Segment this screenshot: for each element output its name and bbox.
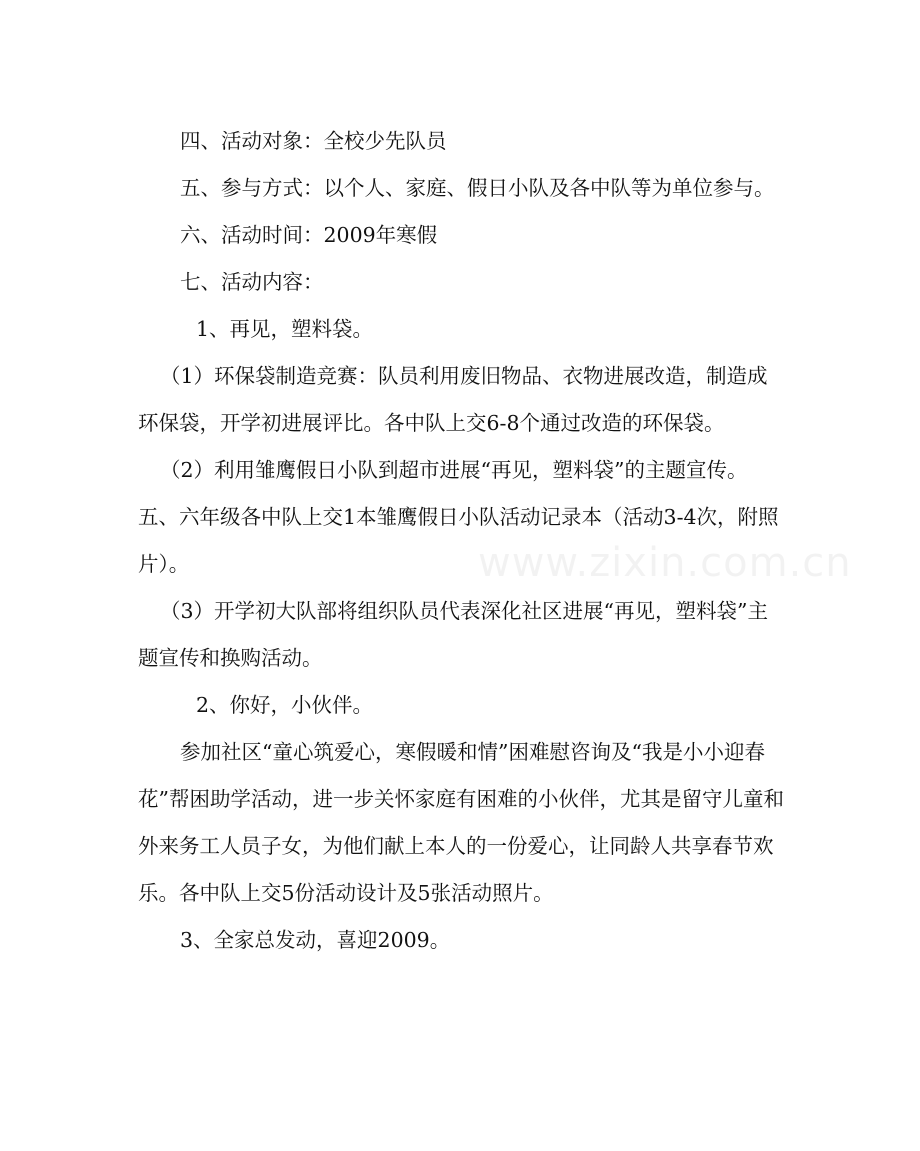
document-body bbox=[138, 118, 788, 964]
paragraph-item-1-2: （2）利用雏鹰假日小队到超市进展“再见，塑料袋”的主题宣传。五、六年级各中队上交1本雏鹰假日小队活动记录本（活动3-4次，附照片）。 bbox=[138, 458, 779, 576]
watermark: www.zixin.com.cn bbox=[478, 540, 852, 586]
paragraph-item-1-1: （1）环保袋制造竞赛：队员利用废旧物品、衣物进展改造，制造成环保袋，开学初进展评比。各中队上交6-8个通过改造的环保袋。 bbox=[138, 364, 768, 435]
section-heading-2: 2、你好，小伙伴。 bbox=[196, 693, 374, 717]
section-heading-3: 3、全家总发动，喜迎2009。 bbox=[180, 928, 451, 952]
paragraph-activity-target: 四、活动对象：全校少先队员 bbox=[180, 129, 447, 153]
paragraph-activity-time: 六、活动时间：2009年寒假 bbox=[180, 223, 438, 247]
paragraph-item-2: 参加社区“童心筑爱心，寒假暖和情”困难慰咨询及“我是小小迎春花”帮困助学活动，进一步关怀家庭有困难的小伙伴，尤其是留守儿童和外来务工人员子女，为他们献上本人的一份爱心，让同龄人共享春节欢乐。各中队上交5份活动设计及5张活动照片。 bbox=[138, 740, 784, 905]
paragraph-item-1-3: （3）开学初大队部将组织队员代表深化社区进展“再见，塑料袋”主题宣传和换购活动。 bbox=[138, 599, 769, 670]
paragraph-participation: 五、参与方式：以个人、家庭、假日小队及各中队等为单位参与。 bbox=[180, 176, 775, 200]
paragraph-activity-content: 七、活动内容： bbox=[180, 270, 324, 294]
section-heading-1: 1、再见，塑料袋。 bbox=[196, 317, 374, 341]
